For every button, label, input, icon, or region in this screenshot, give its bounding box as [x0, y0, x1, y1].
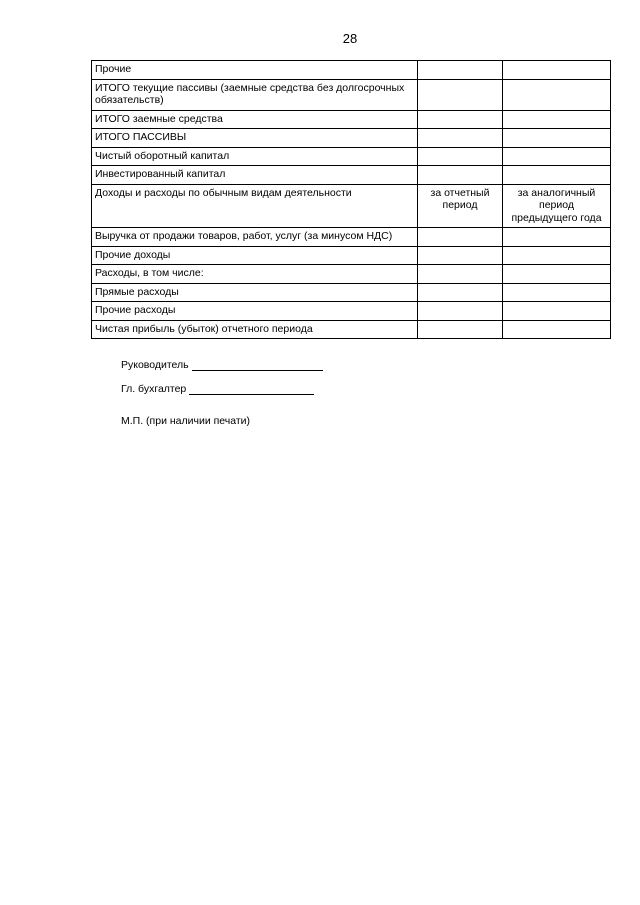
table-row — [92, 79, 611, 110]
table-row — [92, 265, 611, 284]
previous-period-cell — [503, 228, 611, 247]
row-label-cell: Прочие — [92, 61, 418, 80]
table-row — [92, 110, 611, 129]
current-period-cell — [418, 302, 503, 321]
table-row — [92, 228, 611, 247]
accountant-signature-line — [189, 382, 314, 395]
current-period-cell — [418, 228, 503, 247]
current-period-cell — [418, 61, 503, 80]
row-label-cell: Прямые расходы — [92, 283, 418, 302]
previous-period-cell — [503, 265, 611, 284]
previous-period-cell — [503, 246, 611, 265]
financial-table — [91, 60, 611, 339]
previous-period-cell — [503, 129, 611, 148]
previous-period-cell — [503, 147, 611, 166]
previous-period-cell — [503, 79, 611, 110]
row-label-cell: Расходы, в том числе: — [92, 265, 418, 284]
row-label-cell: ИТОГО текущие пассивы (заемные средства без долгосрочных обязательств) — [92, 79, 418, 110]
previous-period-cell: за аналогичный период предыдущего года — [503, 184, 611, 228]
row-label-cell: Чистая прибыль (убыток) отчетного периода — [92, 320, 418, 339]
current-period-cell — [418, 129, 503, 148]
accountant-signature — [121, 382, 314, 395]
previous-period-cell — [503, 302, 611, 321]
table-row — [92, 283, 611, 302]
stamp-label: М.П. (при наличии печати) — [121, 415, 251, 427]
current-period-cell: за отчетный период — [418, 184, 503, 228]
current-period-cell — [418, 283, 503, 302]
table-row — [92, 320, 611, 339]
head-signature-line — [192, 358, 323, 371]
previous-period-cell — [503, 283, 611, 302]
current-period-cell — [418, 320, 503, 339]
row-label-cell: Выручка от продажи товаров, работ, услуг (за минусом НДС) — [92, 228, 418, 247]
table-row — [92, 184, 611, 228]
row-label-cell: Инвестированный капитал — [92, 166, 418, 185]
current-period-cell — [418, 147, 503, 166]
accountant-signature-label: Гл. бухгалтер — [121, 383, 187, 395]
row-label-cell: Доходы и расходы по обычным видам деятельности — [92, 184, 418, 228]
current-period-cell — [418, 79, 503, 110]
head-signature-label: Руководитель — [121, 359, 189, 371]
row-label-cell: Прочие доходы — [92, 246, 418, 265]
table-row — [92, 302, 611, 321]
row-label-cell: Чистый оборотный капитал — [92, 147, 418, 166]
table-row — [92, 166, 611, 185]
current-period-cell — [418, 166, 503, 185]
previous-period-cell — [503, 166, 611, 185]
current-period-cell — [418, 110, 503, 129]
previous-period-cell — [503, 61, 611, 80]
row-label-cell: Прочие расходы — [92, 302, 418, 321]
current-period-cell — [418, 246, 503, 265]
row-label-cell: ИТОГО заемные средства — [92, 110, 418, 129]
previous-period-cell — [503, 110, 611, 129]
table-row — [92, 246, 611, 265]
table-row — [92, 147, 611, 166]
table-row — [92, 61, 611, 80]
current-period-cell — [418, 265, 503, 284]
row-label-cell: ИТОГО ПАССИВЫ — [92, 129, 418, 148]
page-number: 28 — [342, 31, 358, 46]
previous-period-cell — [503, 320, 611, 339]
table-row — [92, 129, 611, 148]
head-signature — [121, 358, 323, 371]
